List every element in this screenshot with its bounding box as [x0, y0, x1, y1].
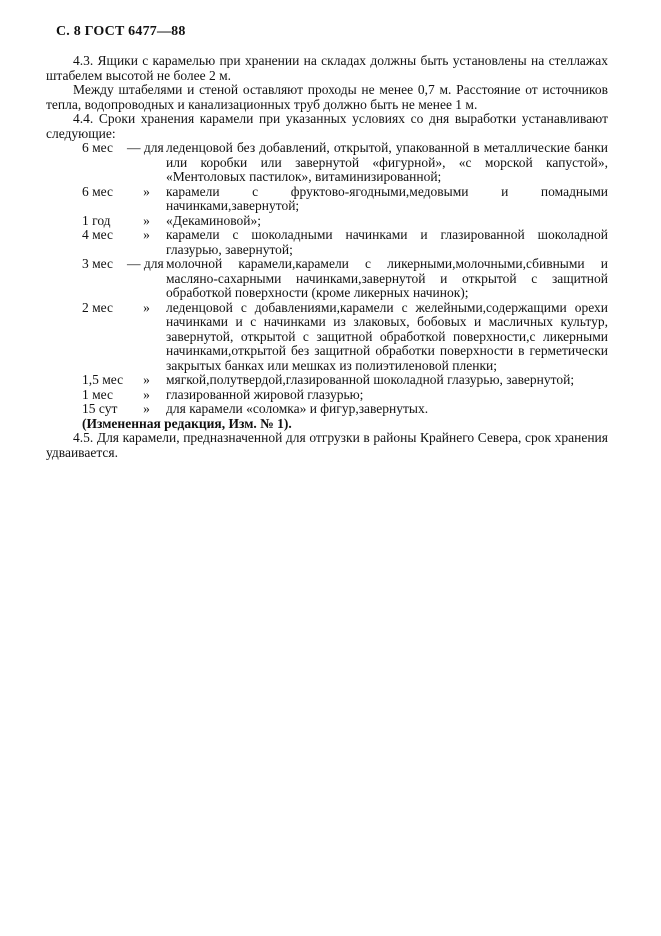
term-description: молочной карамели,карамели с ликерными,молочными,сбивными и масляно-сахарными начинками,завернутой и открытой с защитной обработкой поверхности (кроме ликерных начинок); — [166, 256, 608, 300]
storage-term-row — [82, 185, 608, 214]
storage-terms-list — [82, 141, 608, 417]
term-description: леденцовой без добавлений, открытой, упакованной в металлические банки или коробки или завернутой «фигурной», «с морской капустой», «Ментоловых пастилок», витаминизированной; — [166, 140, 608, 184]
paragraph-4-4-intro: 4.4. Сроки хранения карамели при указанных условиях со дня выработки устанавливают следующие: — [46, 111, 608, 141]
storage-term-row — [82, 228, 608, 257]
paragraph-4-3: 4.3. Ящики с карамелью при хранении на складах должны быть установлены на стеллажах штабелем высотой не более 2 м. — [46, 53, 608, 83]
term-duration: 6 мес — [82, 140, 113, 155]
term-description: карамели с шоколадными начинками и глазированной шоколадной глазурью, завернутой; — [166, 227, 608, 257]
amendment-note: (Измененная редакция, Изм. № 1). — [82, 415, 292, 431]
term-separator: » — [143, 401, 150, 416]
term-duration: 1 мес — [82, 386, 113, 402]
term-description: глазированной жировой глазурью; — [166, 386, 364, 402]
storage-term-row — [82, 388, 608, 403]
term-duration: 6 мес — [82, 183, 113, 199]
term-description: карамели с фруктово-ягодными,медовыми и помадными начинками,завернутой; — [166, 183, 608, 213]
storage-term-row — [82, 141, 608, 185]
term-duration: 4 мес — [82, 227, 113, 242]
term-separator: » — [143, 183, 150, 199]
term-duration: 1,5 мес — [82, 372, 124, 387]
term-separator: — для — [127, 256, 164, 271]
term-description: леденцовой с добавлениями,карамели с желейными,содержащими орехи начинками и с начинками из злаковых, бобовых и масличных культур, завернутой, открытой с защитной обработкой поверхности,с ликерными начинками,открытой без защитной обработки поверхности в герметически закрытых банках или мешках из полиэтиленовой пленки; — [166, 299, 608, 373]
term-description: мягкой,полутвердой,глазированной шоколадной глазурью, завернутой; — [166, 372, 575, 387]
paragraph-4-5: 4.5. Для карамели, предназначенной для отгрузки в районы Крайнего Севера, срок хранения удваивается. — [46, 430, 608, 460]
paragraph-4-3-continued: Между штабелями и стеной оставляют проходы не менее 0,7 м. Расстояние от источников тепла, водопроводных и канализационных труб должно быть не менее 1 м. — [46, 82, 608, 112]
term-duration: 1 год — [82, 212, 111, 228]
storage-term-row — [82, 402, 608, 417]
page-header: С. 8 ГОСТ 6477—88 — [56, 24, 186, 39]
storage-term-row — [82, 214, 608, 229]
term-description: для карамели «соломка» и фигур,завернутых. — [166, 401, 429, 416]
term-duration: 3 мес — [82, 256, 113, 271]
term-separator: » — [143, 212, 150, 228]
term-separator: » — [143, 386, 150, 402]
page-content — [46, 24, 608, 460]
storage-term-row — [82, 301, 608, 374]
term-separator: » — [143, 227, 150, 242]
term-separator: » — [143, 299, 150, 315]
term-duration: 15 сут — [82, 401, 118, 416]
storage-term-row — [82, 373, 608, 388]
term-duration: 2 мес — [82, 299, 113, 315]
storage-term-row — [82, 257, 608, 301]
term-description: «Декаминовой»; — [166, 212, 261, 228]
term-separator: » — [143, 372, 150, 387]
term-separator: — для — [127, 140, 164, 155]
